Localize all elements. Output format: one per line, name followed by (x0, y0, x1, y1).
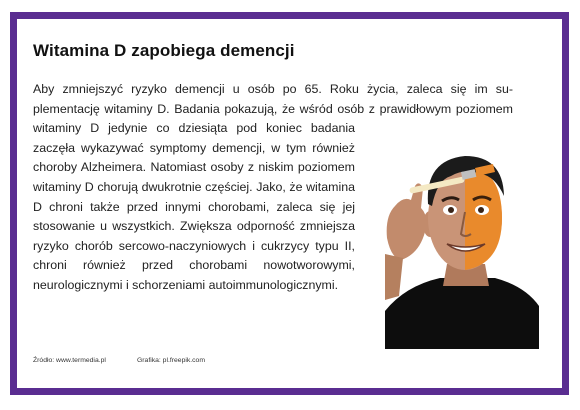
graphic-credit: Grafika: pl.freepik.com (137, 357, 205, 364)
article-paragraph: Aby zmniejszyć ryzyko demencji u osób po 65. Roku życia, zaleca się im suplementację witaminy D. Badania pokazują, że wśród osób z prawidłowym poziomem witaminy D jedynie co dziesiąta pod koniec badania zaczęła wykazywać symptomy demencji, w tym również choroby Alzheimera. Natomiast osoby z niskim poziomem witaminy D chorują dwukrotnie częściej. Jako, że witamina D chroni także przed innymi chorobami, zaleca się jej stosowanie u wszystkich. Zwiększa odporność zmniejsza ryzyko chorób sercowo-naczyniowych i cukrzycy typu II, chroni również przed chorobami nowotworowymi, neurologicznymi i schorzeniami autoimmunologicznymi. (33, 82, 513, 292)
black-shirt (385, 278, 539, 349)
hand (387, 183, 427, 260)
source-credit: Źródło: www.termedia.pl (33, 357, 106, 364)
poster-title: Witamina D zapobiega demencji (33, 41, 295, 60)
man-painting-face-photo (385, 146, 539, 349)
